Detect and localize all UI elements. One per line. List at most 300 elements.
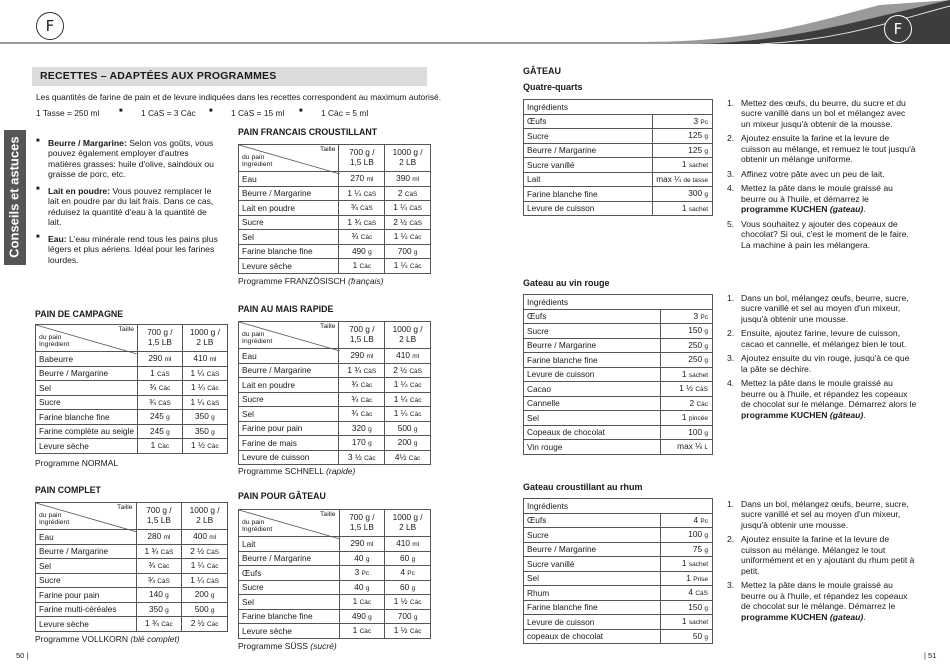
ingredient-cell: Levure sèche [239, 259, 339, 274]
program-label: Programme SCHNELL (rapide) [238, 466, 356, 476]
qty-700-cell: ¾ CàS [138, 395, 183, 410]
quantity-cell: 75 g [661, 542, 713, 557]
header-ingredient: Ingrédient [242, 161, 273, 168]
table-row [239, 230, 431, 245]
ingredient-cell: Farine complète au seigle [36, 424, 138, 439]
qty-700-cell: 270 ml [339, 172, 385, 187]
qty-700-cell: 1 CàS [138, 366, 183, 381]
qty-1000-cell: 2 ½ Càc [182, 617, 228, 632]
qty-1000-cell: 400 ml [182, 530, 228, 545]
ingredient-cell: Cacao [524, 382, 661, 397]
ingredient-cell: Farine blanche fine [524, 600, 661, 615]
table-row [239, 363, 431, 378]
header-700g: 700 g / 1,5 LB [138, 325, 183, 352]
ingredient-cell: Sucre vanillé [524, 557, 661, 572]
ingredient-cell: Rhum [524, 586, 661, 601]
qty-1000-cell: 4½ Càc [385, 450, 431, 465]
table-row [239, 450, 431, 465]
qty-700-cell: 1 ¼ CàS [339, 186, 385, 201]
ingredient-cell: Farine de mais [239, 436, 339, 451]
ingredient-cell: Levure sèche [239, 624, 340, 639]
cake-heading: GÂTEAU [523, 66, 561, 76]
qty-700-cell: 1 ¾ CàS [136, 544, 182, 559]
table-row [524, 353, 713, 368]
qty-1000-cell: 1 ¼ CàS [182, 573, 228, 588]
table-header-row [524, 499, 713, 514]
instruction-steps [727, 98, 917, 254]
qty-700-cell: 1 ¾ CàS [339, 363, 385, 378]
ingredient-cell: Sel [239, 595, 340, 610]
header-corner-cell [239, 510, 340, 537]
qty-700-cell: 170 g [339, 436, 385, 451]
qty-1000-cell: 1 ¼ CàS [385, 201, 431, 216]
table-row [524, 629, 713, 644]
bullet-icon: ■ [119, 108, 123, 114]
table-header-row [239, 322, 431, 349]
table-row [524, 557, 713, 572]
step-item: 1. Dans un bol, mélangez œufs, beurre, sucre, sucre vanillé et sel au moyen d'un mixeur, jusqu'à obtenir une mousse. [727, 499, 909, 530]
ingredient-cell: Farine pour pain [36, 588, 137, 603]
table-row [36, 424, 228, 439]
qty-700-cell: 40 g [339, 551, 385, 566]
table-row [524, 309, 713, 324]
table-row [239, 186, 431, 201]
cake-title: Gateau au vin rouge [523, 278, 610, 288]
header-ingredient: Ingrédient [39, 519, 70, 526]
table-row [524, 382, 713, 397]
qty-1000-cell: 390 ml [385, 172, 431, 187]
header-size: Taille [118, 326, 135, 333]
table-row [524, 114, 713, 129]
tip-item: ■ Lait en poudre: Vous pouvez remplacer le lait en poudre par du lait frais. Dans ce cas, réduisez la quantité d'eau à la quantité de lait. [36, 186, 218, 228]
qty-700-cell: ¾ Càc [136, 559, 182, 574]
qty-700-cell: 1 ¾ Càc [136, 617, 182, 632]
ingredient-cell: Sel [239, 407, 339, 422]
table-row [36, 573, 228, 588]
ingredient-cell: Farine blanche fine [239, 244, 339, 259]
ingredient-cell: Lait en poudre [239, 201, 339, 216]
qty-700-cell: 1 ¾ CàS [339, 215, 385, 230]
table-row [239, 624, 431, 639]
unit-2: 1 CàS = 3 Càc [141, 108, 196, 118]
qty-700-cell: 3 ½ Càc [339, 450, 385, 465]
quantity-cell: 250 g [661, 353, 713, 368]
qty-700-cell: 490 g [339, 244, 385, 259]
qty-700-cell: 290 ml [138, 352, 183, 367]
table-row [524, 571, 713, 586]
table-row [239, 595, 431, 610]
table-row [239, 609, 431, 624]
header-1000g: 1000 g / 2 LB [385, 322, 431, 349]
badge-letter: F [45, 16, 55, 35]
quantity-cell: 1 sachet [661, 367, 713, 382]
step-item: 3. Ajoutez ensuite du vin rouge, jusqu'à ce que la pâte se déchire. [727, 353, 910, 374]
qty-1000-cell: 1 ¼ Càc [182, 559, 228, 574]
step-item: 3. Affinez votre pâte avec un peu de lait. [727, 168, 885, 179]
table-row [36, 617, 228, 632]
ingredient-cell: Eau [239, 349, 339, 364]
qty-700-cell: 1 Càc [339, 259, 385, 274]
header-size: Taille [319, 323, 336, 330]
recipe-table [35, 502, 228, 632]
table-row [524, 143, 713, 158]
qty-1000-cell: 1 ¼ Càc [385, 392, 431, 407]
bullet-icon: ■ [299, 108, 303, 114]
header-size: Taille [117, 504, 133, 511]
quantity-cell: 3 Pc [661, 309, 713, 324]
program-label: Programme VOLLKORN (blé complet) [35, 634, 180, 644]
quantity-cell: max ⅛ L [661, 440, 713, 455]
qty-700-cell: 290 ml [339, 537, 385, 552]
ingredient-cell: Beurre / Margarine [524, 143, 653, 158]
header-700g: 700 g / 1,5 LB [339, 510, 385, 537]
ingredient-cell: Sel [524, 411, 661, 426]
header-bread: du pain [39, 334, 62, 341]
qty-1000-cell: 410 ml [182, 352, 227, 367]
qty-1000-cell: 700 g [385, 244, 431, 259]
recipe-title: PAIN COMPLET [35, 485, 101, 495]
sidebar-tips-label: Conseils et astuces [4, 130, 26, 265]
quantity-cell: 125 g [653, 129, 713, 144]
table-row [524, 201, 713, 216]
header-swoosh [0, 0, 950, 55]
ingredient-cell: Lait [239, 537, 340, 552]
qty-700-cell: 320 g [339, 421, 385, 436]
ingredient-cell: Sel [36, 559, 137, 574]
quantity-cell: 3 Pc [653, 114, 713, 129]
qty-700-cell: 245 g [138, 424, 183, 439]
header-corner-cell [36, 503, 137, 530]
qty-1000-cell: 700 g [385, 609, 431, 624]
table-header-row [36, 503, 228, 530]
cake-ingredient-table [523, 294, 713, 455]
header-size: Taille [320, 511, 336, 518]
qty-700-cell: ¾ Càc [339, 407, 385, 422]
header-bread: du pain [242, 519, 265, 526]
unit-conversions [36, 108, 368, 119]
table-row [239, 436, 431, 451]
step-item: 2. Ajoutez ensuite la farine et la levure de cuisson au mélange, et remuez le tout jusqu'à obtenir un mélange uniforme. [727, 133, 916, 165]
qty-1000-cell: 500 g [182, 602, 228, 617]
header-size: Taille [319, 146, 336, 153]
ingredient-cell: Sel [36, 381, 138, 396]
table-row [239, 392, 431, 407]
cake-ingredient-table [523, 99, 713, 216]
ingredient-cell: Farine blanche fine [524, 353, 661, 368]
ingredient-cell: Copeaux de chocolat [524, 425, 661, 440]
ingredient-cell: Farine blanche fine [524, 187, 653, 202]
table-row [524, 411, 713, 426]
ingredient-cell: Lait en poudre [239, 378, 339, 393]
ingredient-cell: copeaux de chocolat [524, 629, 661, 644]
qty-1000-cell: 350 g [182, 410, 227, 425]
table-row [524, 158, 713, 173]
table-row [36, 588, 228, 603]
qty-700-cell: ¾ Càc [339, 392, 385, 407]
qty-700-cell: ¾ Càc [138, 381, 183, 396]
header-ingredient: Ingrédient [242, 526, 273, 533]
ingredient-cell: Sucre [239, 215, 339, 230]
header-corner-cell [239, 145, 339, 172]
unit-1: 1 Tasse = 250 ml [36, 108, 100, 118]
ingredient-cell: Farine multi-céréales [36, 602, 137, 617]
qty-1000-cell: 1 ½ Càc [182, 439, 227, 454]
table-row [239, 201, 431, 216]
cake-ingredient-table [523, 498, 713, 644]
tip-item: ■ Eau: L'eau minérale rend tous les pains plus légers et plus aériens. Idéal pour les farines lourdes. [36, 234, 218, 265]
table-header-row [524, 295, 713, 310]
section-title: RECETTES – ADAPTÉES AUX PROGRAMMES [32, 67, 427, 86]
table-row [36, 544, 228, 559]
ingredient-cell: Levure de cuisson [524, 367, 661, 382]
table-row [239, 580, 431, 595]
qty-700-cell: ¾ CàS [339, 201, 385, 216]
ingredient-cell: Vin rouge [524, 440, 661, 455]
qty-700-cell: 1 Càc [339, 595, 385, 610]
step-item: 1. Dans un bol, mélangez œufs, beurre, sucre, sucre vanillé et sel au moyen d'un mixeur, jusqu'à obtenir une mousse. [727, 293, 909, 324]
table-row [524, 440, 713, 455]
ingredient-cell: Levure de cuisson [524, 615, 661, 630]
table-row [524, 396, 713, 411]
qty-700-cell: ¾ Càc [339, 230, 385, 245]
qty-1000-cell: 1 ¼ Càc [385, 407, 431, 422]
table-row [36, 559, 228, 574]
quantity-cell: 125 g [653, 143, 713, 158]
table-row [36, 366, 228, 381]
qty-700-cell: 3 Pc [339, 566, 385, 581]
ingredients-header: Ingrédients [524, 100, 713, 115]
step-item: 4. Mettez la pâte dans le moule graissé au beurre ou à l'huile, et démarrez le programme KUCHEN (gateau). [727, 183, 893, 215]
qty-1000-cell: 410 ml [385, 349, 431, 364]
ingredient-cell: Beurre / Margarine [239, 186, 339, 201]
step-item: 4. Mettez la pâte dans le moule graissé au beurre ou à l'huile, et répandez les copeaux de chocolat sur le mélange. Démarrez alors le programme KUCHEN (gâteau). [727, 378, 917, 420]
step-item: 2. Ensuite, ajoutez farine, levure de cuisson, cacao et cannelle, et mélangez bien le tout. [727, 328, 907, 349]
badge-letter: F [893, 19, 903, 38]
ingredient-cell: Sucre [524, 324, 661, 339]
qty-700-cell: 350 g [136, 602, 182, 617]
table-row [524, 615, 713, 630]
quantity-cell: 150 g [661, 324, 713, 339]
qty-1000-cell: 1 ½ Càc [385, 595, 431, 610]
instruction-steps [727, 499, 917, 626]
qty-1000-cell: 1 ¼ CàS [182, 366, 227, 381]
ingredient-cell: Beurre / Margarine [36, 366, 138, 381]
ingredient-cell: Beurre / Margarine [524, 338, 661, 353]
quantity-cell: 4 Pc [661, 513, 713, 528]
unit-4: 1 Càc = 5 ml [321, 108, 369, 118]
table-row [524, 187, 713, 202]
qty-1000-cell: 200 g [182, 588, 228, 603]
quantity-cell: 4 CàS [661, 586, 713, 601]
quantity-cell: 100 g [661, 528, 713, 543]
ingredient-cell: Œufs [524, 513, 661, 528]
qty-1000-cell: 60 g [385, 580, 431, 595]
table-row [239, 259, 431, 274]
tip-item: ■ Beurre / Margarine: Selon vos goûts, vous pouvez également employer d'autres matières grasses: huile d'olive, saindoux ou graisse de porc, etc. [36, 138, 218, 180]
recipe-table [238, 321, 431, 465]
header-bread: du pain [39, 512, 62, 519]
quantity-cell: 1 pincée [661, 411, 713, 426]
header-bread: du pain [242, 331, 265, 338]
table-header-row [239, 510, 431, 537]
ingredient-cell: Sucre [239, 580, 340, 595]
quantity-cell: 1 ½ CàS [661, 382, 713, 397]
header-corner-cell [239, 322, 339, 349]
ingredient-cell: Sucre [524, 129, 653, 144]
qty-1000-cell: 4 Pc [385, 566, 431, 581]
table-row [524, 542, 713, 557]
table-row [524, 586, 713, 601]
quantity-cell: 1 sachet [661, 615, 713, 630]
qty-1000-cell: 2 ½ CàS [385, 215, 431, 230]
step-item: 1. Mettez des œufs, du beurre, du sucre et du sucre vanillé dans un bol et mélangez avec un mixeur jusqu'à obtenir de la mousse. [727, 98, 906, 129]
ingredient-cell: Levure sèche [36, 439, 138, 454]
intro-text: Les quantités de farine de pain et de levure indiquées dans les recettes correspondent au maximum autorisé. [36, 92, 442, 102]
ingredient-cell: Farine blanche fine [36, 410, 138, 425]
instruction-steps [727, 293, 917, 424]
qty-700-cell: ¾ CàS [136, 573, 182, 588]
ingredient-cell: Levure sèche [36, 617, 137, 632]
recipe-table [238, 509, 431, 639]
quantity-cell: 1 Prise [661, 571, 713, 586]
table-row [239, 421, 431, 436]
header-ingredient: Ingrédient [39, 341, 70, 348]
page-number-right: | 51 [924, 651, 937, 660]
ingredient-cell: Babeurre [36, 352, 138, 367]
qty-700-cell: 290 ml [339, 349, 385, 364]
quantity-cell: 1 sachet [653, 158, 713, 173]
qty-700-cell: 1 Càc [138, 439, 183, 454]
table-row [36, 602, 228, 617]
quantity-cell: 50 g [661, 629, 713, 644]
ingredient-cell: Eau [239, 172, 339, 187]
table-row [239, 378, 431, 393]
table-row [36, 395, 228, 410]
table-header-row [239, 145, 431, 172]
qty-1000-cell: 1 ¼ CàS [182, 395, 227, 410]
ingredient-cell: Beurre / Margarine [36, 544, 137, 559]
unit-3: 1 CàS = 15 ml [231, 108, 285, 118]
header-corner-cell [36, 325, 138, 352]
recipe-table [35, 324, 228, 454]
table-row [524, 338, 713, 353]
table-row [524, 600, 713, 615]
ingredient-cell: Œufs [239, 566, 340, 581]
quantity-cell: 150 g [661, 600, 713, 615]
ingredient-cell: Eau [36, 530, 137, 545]
header-1000g: 1000 g / 2 LB [385, 510, 431, 537]
quantity-cell: 1 sachet [653, 201, 713, 216]
header-bread: du pain [242, 154, 265, 161]
qty-700-cell: 245 g [138, 410, 183, 425]
qty-1000-cell: 410 ml [385, 537, 431, 552]
qty-700-cell: 40 g [339, 580, 385, 595]
quantity-cell: 100 g [661, 425, 713, 440]
recipe-title: PAIN POUR GÂTEAU [238, 491, 326, 501]
table-header-row [524, 100, 713, 115]
cake-title: Quatre-quarts [523, 82, 583, 92]
table-row [239, 551, 431, 566]
ingredient-cell: Sucre vanillé [524, 158, 653, 173]
cake-title: Gateau croustillant au rhum [523, 482, 643, 492]
qty-1000-cell: 500 g [385, 421, 431, 436]
table-row [239, 407, 431, 422]
table-row [239, 215, 431, 230]
table-row [524, 425, 713, 440]
header-1000g: 1000 g / 2 LB [182, 503, 228, 530]
quantity-cell: max ¼ de tasse [653, 172, 713, 187]
table-row [524, 129, 713, 144]
ingredient-cell: Beurre / Margarine [239, 363, 339, 378]
table-row [36, 439, 228, 454]
table-row [239, 244, 431, 259]
qty-700-cell: 1 Càc [339, 624, 385, 639]
program-label: Programme SÜSS (sucré) [238, 641, 337, 651]
ingredient-cell: Farine blanche fine [239, 609, 340, 624]
qty-1000-cell: 2 CàS [385, 186, 431, 201]
ingredients-header: Ingrédients [524, 295, 713, 310]
qty-1000-cell: 1 ¼ Càc [182, 381, 227, 396]
quantity-cell: 300 g [653, 187, 713, 202]
language-badge-left [36, 12, 64, 40]
ingredient-cell: Cannelle [524, 396, 661, 411]
program-label: Programme FRANZÖSISCH (français) [238, 276, 384, 286]
ingredient-cell: Beurre / Margarine [524, 542, 661, 557]
qty-700-cell: 490 g [339, 609, 385, 624]
qty-1000-cell: 200 g [385, 436, 431, 451]
step-item: 3. Mettez la pâte dans le moule graissé au beurre ou à l'huile, et répandez les copeaux de chocolat sur le mélange. Démarrez le programme KUCHEN (gateau). [727, 580, 908, 622]
step-item: 2. Ajoutez ensuite la farine et la levure de cuisson au mélange. Mélangez le tout uniformément et en y ajoutant du rhum petit à petit. [727, 534, 915, 576]
qty-1000-cell: 2 ½ CàS [182, 544, 228, 559]
header-1000g: 1000 g / 2 LB [182, 325, 227, 352]
qty-700-cell: 140 g [136, 588, 182, 603]
ingredients-header: Ingrédients [524, 499, 713, 514]
ingredient-cell: Œufs [524, 309, 661, 324]
quantity-cell: 2 Càc [661, 396, 713, 411]
qty-1000-cell: 1 ¼ Càc [385, 230, 431, 245]
ingredient-cell: Sel [239, 230, 339, 245]
qty-1000-cell: 350 g [182, 424, 227, 439]
recipe-title: PAIN FRANCAIS CROUSTILLANT [238, 127, 378, 137]
step-item: 5. Vous souhaitez y ajouter des copeaux de chocolat? Si oui, c'est le moment de le faire. La machine à pain les mélangera. [727, 218, 909, 250]
qty-1000-cell: 2 ½ CàS [385, 363, 431, 378]
table-row [524, 172, 713, 187]
ingredient-cell: Farine pour pain [239, 421, 339, 436]
header-700g: 700 g / 1,5 LB [339, 145, 385, 172]
recipe-title: PAIN AU MAIS RAPIDE [238, 304, 334, 314]
header-ingredient: Ingrédient [242, 338, 273, 345]
qty-1000-cell: 1 ¼ Càc [385, 259, 431, 274]
table-row [524, 513, 713, 528]
ingredient-cell: Sucre [239, 392, 339, 407]
page-number-left: 50 | [16, 651, 29, 660]
table-row [524, 528, 713, 543]
qty-700-cell: 280 ml [136, 530, 182, 545]
bullet-icon: ■ [209, 108, 213, 114]
header-700g: 700 g / 1,5 LB [136, 503, 182, 530]
table-row [524, 324, 713, 339]
ingredient-cell: Levure de cuisson [524, 201, 653, 216]
header-1000g: 1000 g / 2 LB [385, 145, 431, 172]
tips-list [36, 138, 218, 271]
qty-700-cell: ¾ Càc [339, 378, 385, 393]
ingredient-cell: Levure de cuisson [239, 450, 339, 465]
program-label: Programme NORMAL [35, 458, 119, 468]
table-row [239, 566, 431, 581]
language-badge-right [884, 15, 912, 43]
recipe-title: PAIN DE CAMPAGNE [35, 309, 124, 319]
recipe-table [238, 144, 431, 274]
